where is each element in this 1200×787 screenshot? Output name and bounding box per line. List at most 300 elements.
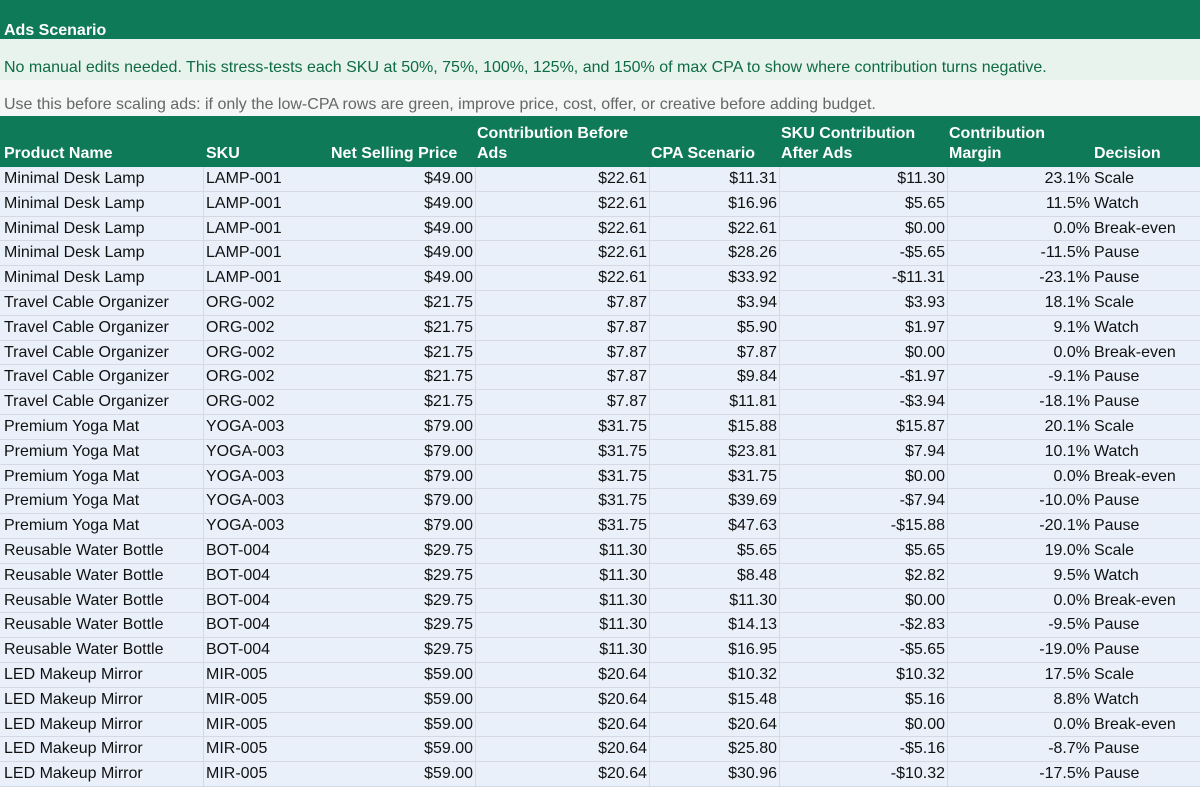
contribution-before-ads-cell[interactable]: $31.75 xyxy=(598,467,647,485)
column-divider xyxy=(203,713,204,737)
table-row[interactable] xyxy=(0,514,1200,539)
contribution-before-ads-cell[interactable]: $11.30 xyxy=(599,566,647,584)
net-selling-price-cell[interactable]: $49.00 xyxy=(424,269,473,287)
contribution-margin-cell[interactable]: 20.1% xyxy=(1044,417,1090,435)
contribution-margin-cell[interactable]: -19.0% xyxy=(1039,641,1090,659)
column-divider xyxy=(203,688,204,712)
decision-cell[interactable]: Pause xyxy=(1094,765,1140,783)
sku-contribution-cell[interactable]: $7.94 xyxy=(904,442,945,460)
decision-cell[interactable]: Scale xyxy=(1094,293,1135,311)
decision-cell[interactable]: Break-even xyxy=(1094,591,1176,609)
column-divider xyxy=(947,539,948,563)
product-name-cell[interactable]: Reusable Water Bottle xyxy=(4,616,164,634)
column-divider xyxy=(779,564,780,588)
table-row[interactable] xyxy=(0,241,1200,266)
column-divider xyxy=(203,241,204,265)
sku-cell[interactable]: ORG-002 xyxy=(206,343,275,361)
sku-cell[interactable]: ORG-002 xyxy=(206,368,275,386)
table-row[interactable] xyxy=(0,688,1200,713)
net-selling-price-cell[interactable]: $29.75 xyxy=(424,566,473,584)
product-name-cell[interactable]: Minimal Desk Lamp xyxy=(4,194,145,212)
product-name-cell[interactable]: Reusable Water Bottle xyxy=(4,591,164,609)
decision-cell[interactable]: Watch xyxy=(1094,318,1139,336)
column-divider xyxy=(475,291,476,315)
column-divider xyxy=(649,241,650,265)
contribution-before-ads-cell[interactable]: $11.30 xyxy=(599,541,647,559)
cpa-scenario-cell[interactable]: $30.96 xyxy=(728,765,777,783)
column-divider xyxy=(649,440,650,464)
net-selling-price-cell[interactable]: $21.75 xyxy=(424,293,473,311)
sku-contribution-cell[interactable]: $5.65 xyxy=(904,541,945,559)
column-divider xyxy=(475,266,476,290)
cpa-scenario-cell[interactable]: $10.32 xyxy=(728,665,777,683)
sku-contribution-cell[interactable]: $3.93 xyxy=(904,293,945,311)
contribution-margin-cell[interactable]: 9.1% xyxy=(1053,318,1090,336)
contribution-before-ads-cell[interactable]: $11.30 xyxy=(599,616,647,634)
decision-cell[interactable]: Watch xyxy=(1094,442,1139,460)
contribution-margin-cell[interactable]: 8.8% xyxy=(1053,690,1090,708)
column-divider xyxy=(649,390,650,414)
column-divider xyxy=(203,217,204,241)
header-sku[interactable]: SKU xyxy=(206,145,240,162)
table-row[interactable] xyxy=(0,266,1200,291)
sku-contribution-cell[interactable]: $15.87 xyxy=(896,417,945,435)
sku-contribution-cell[interactable]: $2.82 xyxy=(904,566,945,584)
contribution-before-ads-cell[interactable]: $22.61 xyxy=(598,219,647,237)
sku-cell[interactable]: ORG-002 xyxy=(206,318,275,336)
net-selling-price-cell[interactable]: $59.00 xyxy=(424,715,473,733)
column-divider xyxy=(203,539,204,563)
cpa-scenario-cell[interactable]: $16.95 xyxy=(728,641,777,659)
sku-cell[interactable]: YOGA-003 xyxy=(206,467,285,485)
cpa-scenario-cell[interactable]: $9.84 xyxy=(736,368,777,386)
cpa-scenario-cell[interactable]: $14.13 xyxy=(728,616,777,634)
column-divider xyxy=(779,589,780,613)
product-name-cell[interactable]: Travel Cable Organizer xyxy=(4,343,169,361)
contribution-margin-cell[interactable]: -9.1% xyxy=(1048,368,1090,386)
cpa-scenario-cell[interactable]: $11.81 xyxy=(729,393,777,411)
net-selling-price-cell[interactable]: $49.00 xyxy=(424,194,473,212)
sku-cell[interactable]: LAMP-001 xyxy=(206,219,282,237)
sku-cell[interactable]: BOT-004 xyxy=(206,616,271,634)
sku-cell[interactable]: BOT-004 xyxy=(206,641,271,659)
decision-cell[interactable]: Scale xyxy=(1094,170,1135,187)
decision-cell[interactable]: Pause xyxy=(1094,517,1140,535)
net-selling-price-cell[interactable]: $21.75 xyxy=(424,343,473,361)
net-selling-price-cell[interactable]: $49.00 xyxy=(424,244,473,262)
sku-contribution-cell[interactable]: $0.00 xyxy=(904,715,945,733)
cpa-scenario-cell[interactable]: $47.63 xyxy=(728,517,777,535)
column-divider xyxy=(475,613,476,637)
contribution-before-ads-cell[interactable]: $11.30 xyxy=(599,641,647,659)
net-selling-price-cell[interactable]: $59.00 xyxy=(424,740,473,758)
contribution-margin-cell[interactable]: 9.5% xyxy=(1053,566,1090,584)
header-contribution-margin-line1[interactable]: Contribution xyxy=(949,125,1045,142)
net-selling-price-cell[interactable]: $29.75 xyxy=(424,541,473,559)
column-divider xyxy=(475,365,476,389)
column-divider xyxy=(203,192,204,216)
column-divider xyxy=(779,341,780,365)
net-selling-price-cell[interactable]: $79.00 xyxy=(424,492,473,510)
column-divider xyxy=(779,737,780,761)
column-divider xyxy=(203,365,204,389)
sku-contribution-cell[interactable]: $0.00 xyxy=(904,343,945,361)
product-name-cell[interactable]: Minimal Desk Lamp xyxy=(4,170,145,187)
column-divider xyxy=(779,266,780,290)
table-row[interactable] xyxy=(0,589,1200,614)
column-divider xyxy=(203,167,204,191)
column-divider xyxy=(947,365,948,389)
table-row[interactable] xyxy=(0,390,1200,415)
sku-cell[interactable]: YOGA-003 xyxy=(206,417,285,435)
net-selling-price-cell[interactable]: $59.00 xyxy=(424,765,473,783)
header-product-name[interactable]: Product Name xyxy=(4,145,113,162)
cpa-scenario-cell[interactable]: $11.31 xyxy=(729,170,777,187)
column-divider xyxy=(947,390,948,414)
contribution-margin-cell[interactable]: -10.0% xyxy=(1039,492,1090,510)
net-selling-price-cell[interactable]: $21.75 xyxy=(424,368,473,386)
contribution-margin-cell[interactable]: -8.7% xyxy=(1048,740,1090,758)
contribution-before-ads-cell[interactable]: $31.75 xyxy=(598,517,647,535)
product-name-cell[interactable]: Minimal Desk Lamp xyxy=(4,269,145,287)
column-divider xyxy=(947,341,948,365)
sku-cell[interactable]: YOGA-003 xyxy=(206,492,285,510)
net-selling-price-cell[interactable]: $59.00 xyxy=(424,690,473,708)
sku-contribution-cell[interactable]: $0.00 xyxy=(904,467,945,485)
column-divider xyxy=(203,415,204,439)
sku-cell[interactable]: MIR-005 xyxy=(206,690,268,708)
column-divider xyxy=(649,365,650,389)
cpa-scenario-cell[interactable]: $15.48 xyxy=(728,690,777,708)
decision-cell[interactable]: Watch xyxy=(1094,690,1139,708)
product-name-cell[interactable]: LED Makeup Mirror xyxy=(4,765,143,783)
contribution-before-ads-cell[interactable]: $20.64 xyxy=(598,765,647,783)
column-divider xyxy=(649,266,650,290)
cpa-scenario-cell[interactable]: $5.90 xyxy=(736,318,777,336)
sku-contribution-cell[interactable]: -$10.32 xyxy=(890,765,945,783)
sku-cell[interactable]: BOT-004 xyxy=(206,591,271,609)
header-contribution-margin-line2[interactable]: Margin xyxy=(949,145,1002,162)
column-divider xyxy=(475,440,476,464)
column-divider xyxy=(203,390,204,414)
contribution-before-ads-cell[interactable]: $22.61 xyxy=(598,269,647,287)
decision-cell[interactable]: Scale xyxy=(1094,665,1135,683)
product-name-cell[interactable]: Travel Cable Organizer xyxy=(4,293,169,311)
sku-cell[interactable]: ORG-002 xyxy=(206,293,275,311)
header-contribution-before-ads-line2[interactable]: Ads xyxy=(477,145,508,162)
product-name-cell[interactable]: Premium Yoga Mat xyxy=(4,517,140,535)
sku-contribution-cell[interactable]: -$11.31 xyxy=(891,269,945,287)
contribution-margin-cell[interactable]: -20.1% xyxy=(1039,517,1090,535)
net-selling-price-cell[interactable]: $79.00 xyxy=(424,442,473,460)
net-selling-price-cell[interactable]: $29.75 xyxy=(424,591,473,609)
table-row[interactable] xyxy=(0,316,1200,341)
table-row[interactable] xyxy=(0,192,1200,217)
net-selling-price-cell[interactable]: $79.00 xyxy=(424,517,473,535)
decision-cell[interactable]: Pause xyxy=(1094,244,1140,262)
sku-cell[interactable]: BOT-004 xyxy=(206,566,271,584)
sku-cell[interactable]: ORG-002 xyxy=(206,393,275,411)
decision-cell[interactable]: Pause xyxy=(1094,492,1140,510)
column-divider xyxy=(947,663,948,687)
net-selling-price-cell[interactable]: $49.00 xyxy=(424,219,473,237)
column-divider xyxy=(203,663,204,687)
contribution-margin-cell[interactable]: 10.1% xyxy=(1044,442,1090,460)
contribution-before-ads-cell[interactable]: $7.87 xyxy=(606,393,647,411)
table-row[interactable] xyxy=(0,465,1200,490)
column-divider xyxy=(203,638,204,662)
net-selling-price-cell[interactable]: $79.00 xyxy=(424,467,473,485)
table-row[interactable] xyxy=(0,737,1200,762)
sku-contribution-cell[interactable]: -$5.16 xyxy=(899,740,945,758)
sku-cell[interactable]: MIR-005 xyxy=(206,715,268,733)
table-row[interactable] xyxy=(0,638,1200,663)
product-name-cell[interactable]: Premium Yoga Mat xyxy=(4,417,140,435)
table-row[interactable] xyxy=(0,489,1200,514)
net-selling-price-cell[interactable]: $59.00 xyxy=(424,665,473,683)
sku-contribution-cell[interactable]: $0.00 xyxy=(904,219,945,237)
sku-cell[interactable]: BOT-004 xyxy=(206,541,271,559)
table-row[interactable] xyxy=(0,663,1200,688)
contribution-before-ads-cell[interactable]: $11.30 xyxy=(599,591,647,609)
product-name-cell[interactable]: Reusable Water Bottle xyxy=(4,541,164,559)
contribution-before-ads-cell[interactable]: $7.87 xyxy=(606,318,647,336)
product-name-cell[interactable]: LED Makeup Mirror xyxy=(4,715,143,733)
contribution-before-ads-cell[interactable]: $31.75 xyxy=(598,417,647,435)
contribution-margin-cell[interactable]: 0.0% xyxy=(1053,219,1090,237)
table-row[interactable] xyxy=(0,564,1200,589)
sku-contribution-cell[interactable]: -$7.94 xyxy=(899,492,945,510)
product-name-cell[interactable]: Travel Cable Organizer xyxy=(4,318,169,336)
column-divider xyxy=(649,663,650,687)
contribution-margin-cell[interactable]: 0.0% xyxy=(1053,467,1090,485)
contribution-before-ads-cell[interactable]: $7.87 xyxy=(606,293,647,311)
cpa-scenario-cell[interactable]: $16.96 xyxy=(728,194,777,212)
cpa-scenario-cell[interactable]: $23.81 xyxy=(728,442,777,460)
cpa-scenario-cell[interactable]: $20.64 xyxy=(728,715,777,733)
decision-cell[interactable]: Watch xyxy=(1094,566,1139,584)
sku-cell[interactable]: LAMP-001 xyxy=(206,170,282,187)
sku-cell[interactable]: YOGA-003 xyxy=(206,517,285,535)
contribution-margin-cell[interactable]: -23.1% xyxy=(1039,269,1090,287)
product-name-cell[interactable]: Premium Yoga Mat xyxy=(4,492,140,510)
decision-cell[interactable]: Pause xyxy=(1094,368,1140,386)
contribution-before-ads-cell[interactable]: $7.87 xyxy=(606,343,647,361)
contribution-margin-cell[interactable]: 0.0% xyxy=(1053,591,1090,609)
product-name-cell[interactable]: Minimal Desk Lamp xyxy=(4,244,145,262)
cpa-scenario-cell[interactable]: $33.92 xyxy=(728,269,777,287)
contribution-margin-cell[interactable]: 18.1% xyxy=(1044,293,1090,311)
sku-contribution-cell[interactable]: -$2.83 xyxy=(899,616,945,634)
decision-cell[interactable]: Pause xyxy=(1094,269,1140,287)
table-row[interactable] xyxy=(0,613,1200,638)
decision-cell[interactable]: Break-even xyxy=(1094,715,1176,733)
contribution-before-ads-cell[interactable]: $20.64 xyxy=(598,740,647,758)
cpa-scenario-cell[interactable]: $3.94 xyxy=(736,293,777,311)
column-divider xyxy=(649,217,650,241)
contribution-before-ads-cell[interactable]: $22.61 xyxy=(598,194,647,212)
secondary-note-row[interactable] xyxy=(0,88,1200,116)
decision-cell[interactable]: Pause xyxy=(1094,641,1140,659)
contribution-margin-cell[interactable]: -9.5% xyxy=(1048,616,1090,634)
cpa-scenario-cell[interactable]: $7.87 xyxy=(736,343,777,361)
column-divider xyxy=(649,539,650,563)
sku-contribution-cell[interactable]: -$3.94 xyxy=(899,393,945,411)
header-sku-contribution-line1[interactable]: SKU Contribution xyxy=(781,125,916,142)
column-divider xyxy=(779,440,780,464)
decision-cell[interactable]: Break-even xyxy=(1094,343,1176,361)
product-name-cell[interactable]: LED Makeup Mirror xyxy=(4,665,143,683)
sku-contribution-cell[interactable]: $1.97 xyxy=(904,318,945,336)
table-row[interactable] xyxy=(0,167,1200,192)
contribution-margin-cell[interactable]: 11.5% xyxy=(1045,194,1090,212)
sku-cell[interactable]: MIR-005 xyxy=(206,665,268,683)
column-divider xyxy=(649,737,650,761)
column-divider xyxy=(203,589,204,613)
header-cpa-scenario[interactable]: CPA Scenario xyxy=(651,145,756,162)
column-divider xyxy=(779,390,780,414)
column-divider xyxy=(475,564,476,588)
primary-note: No manual edits needed. This stress-tests each SKU at 50%, 75%, 100%, 125%, and 150% of max CPA to show where contribution turns negative. xyxy=(4,59,1047,76)
column-divider xyxy=(203,737,204,761)
net-selling-price-cell[interactable]: $49.00 xyxy=(424,170,473,187)
sku-contribution-cell[interactable]: $0.00 xyxy=(904,591,945,609)
product-name-cell[interactable]: LED Makeup Mirror xyxy=(4,740,143,758)
sku-cell[interactable]: LAMP-001 xyxy=(206,269,282,287)
net-selling-price-cell[interactable]: $79.00 xyxy=(424,417,473,435)
table-row[interactable] xyxy=(0,539,1200,564)
net-selling-price-cell[interactable]: $29.75 xyxy=(424,616,473,634)
contribution-before-ads-cell[interactable]: $31.75 xyxy=(598,492,647,510)
table-row[interactable] xyxy=(0,713,1200,738)
decision-cell[interactable]: Pause xyxy=(1094,616,1140,634)
header-net-selling-price[interactable]: Net Selling Price xyxy=(331,145,458,162)
decision-cell[interactable]: Pause xyxy=(1094,393,1140,411)
decision-cell[interactable]: Scale xyxy=(1094,541,1135,559)
cpa-scenario-cell[interactable]: $31.75 xyxy=(728,467,777,485)
column-divider xyxy=(779,514,780,538)
column-divider xyxy=(203,341,204,365)
sku-contribution-cell[interactable]: -$5.65 xyxy=(899,244,945,262)
contribution-before-ads-cell[interactable]: $7.87 xyxy=(606,368,647,386)
sku-cell[interactable]: MIR-005 xyxy=(206,765,268,783)
decision-cell[interactable]: Break-even xyxy=(1094,467,1176,485)
decision-cell[interactable]: Watch xyxy=(1094,194,1139,212)
sku-cell[interactable]: LAMP-001 xyxy=(206,244,282,262)
column-divider xyxy=(649,192,650,216)
net-selling-price-cell[interactable]: $21.75 xyxy=(424,393,473,411)
column-divider xyxy=(475,316,476,340)
column-divider xyxy=(947,192,948,216)
column-divider xyxy=(947,688,948,712)
contribution-before-ads-cell[interactable]: $31.75 xyxy=(598,442,647,460)
contribution-before-ads-cell[interactable]: $22.61 xyxy=(598,170,647,187)
product-name-cell[interactable]: LED Makeup Mirror xyxy=(4,690,143,708)
contribution-margin-cell[interactable]: 19.0% xyxy=(1044,541,1090,559)
column-divider xyxy=(649,415,650,439)
product-name-cell[interactable]: Premium Yoga Mat xyxy=(4,467,140,485)
column-divider xyxy=(649,341,650,365)
sku-cell[interactable]: LAMP-001 xyxy=(206,194,282,212)
contribution-before-ads-cell[interactable]: $20.64 xyxy=(598,690,647,708)
column-divider xyxy=(649,489,650,513)
table-row[interactable] xyxy=(0,762,1200,787)
table-row[interactable] xyxy=(0,415,1200,440)
table-row[interactable] xyxy=(0,341,1200,366)
cpa-scenario-cell[interactable]: $22.61 xyxy=(728,219,777,237)
contribution-margin-cell[interactable]: 17.5% xyxy=(1044,665,1090,683)
decision-cell[interactable]: Break-even xyxy=(1094,219,1176,237)
header-sku-contribution-line2[interactable]: After Ads xyxy=(781,145,853,162)
contribution-before-ads-cell[interactable]: $20.64 xyxy=(598,715,647,733)
contribution-before-ads-cell[interactable]: $22.61 xyxy=(598,244,647,262)
contribution-margin-cell[interactable]: -17.5% xyxy=(1039,765,1090,783)
net-selling-price-cell[interactable]: $21.75 xyxy=(424,318,473,336)
cpa-scenario-cell[interactable]: $39.69 xyxy=(728,492,777,510)
sku-contribution-cell[interactable]: $5.65 xyxy=(904,194,945,212)
table-row[interactable] xyxy=(0,365,1200,390)
decision-cell[interactable]: Pause xyxy=(1094,740,1140,758)
contribution-margin-cell[interactable]: -11.5% xyxy=(1040,244,1090,262)
table-row[interactable] xyxy=(0,217,1200,242)
contribution-margin-cell[interactable]: 23.1% xyxy=(1044,170,1090,187)
net-selling-price-cell[interactable]: $29.75 xyxy=(424,641,473,659)
table-row[interactable] xyxy=(0,291,1200,316)
sku-contribution-cell[interactable]: $11.30 xyxy=(897,170,945,187)
product-name-cell[interactable]: Travel Cable Organizer xyxy=(4,368,169,386)
cpa-scenario-cell[interactable]: $15.88 xyxy=(728,417,777,435)
sku-cell[interactable]: MIR-005 xyxy=(206,740,268,758)
column-divider xyxy=(947,415,948,439)
sku-contribution-cell[interactable]: $5.16 xyxy=(904,690,945,708)
column-divider xyxy=(203,291,204,315)
product-name-cell[interactable]: Reusable Water Bottle xyxy=(4,641,164,659)
table-row[interactable] xyxy=(0,440,1200,465)
column-divider xyxy=(475,589,476,613)
decision-cell[interactable]: Scale xyxy=(1094,417,1135,435)
cpa-scenario-cell[interactable]: $5.65 xyxy=(736,541,777,559)
column-divider xyxy=(779,762,780,786)
column-divider xyxy=(475,762,476,786)
sku-cell[interactable]: YOGA-003 xyxy=(206,442,285,460)
cpa-scenario-cell[interactable]: $25.80 xyxy=(728,740,777,758)
sku-contribution-cell[interactable]: -$15.88 xyxy=(890,517,945,535)
sku-contribution-cell[interactable]: -$5.65 xyxy=(899,641,945,659)
column-divider xyxy=(475,514,476,538)
sku-contribution-cell[interactable]: -$1.97 xyxy=(899,368,945,386)
header-contribution-before-ads-line1[interactable]: Contribution Before xyxy=(477,125,629,142)
product-name-cell[interactable]: Reusable Water Bottle xyxy=(4,566,164,584)
contribution-margin-cell[interactable]: 0.0% xyxy=(1053,715,1090,733)
contribution-margin-cell[interactable]: 0.0% xyxy=(1053,343,1090,361)
product-name-cell[interactable]: Premium Yoga Mat xyxy=(4,442,140,460)
column-divider xyxy=(203,564,204,588)
column-divider xyxy=(475,465,476,489)
header-decision[interactable]: Decision xyxy=(1094,145,1161,162)
column-divider xyxy=(779,613,780,637)
contribution-before-ads-cell[interactable]: $20.64 xyxy=(598,665,647,683)
column-divider xyxy=(649,613,650,637)
column-divider xyxy=(947,266,948,290)
cpa-scenario-cell[interactable]: $11.30 xyxy=(729,591,777,609)
product-name-cell[interactable]: Travel Cable Organizer xyxy=(4,393,169,411)
cpa-scenario-cell[interactable]: $28.26 xyxy=(728,244,777,262)
contribution-margin-cell[interactable]: -18.1% xyxy=(1039,393,1090,411)
product-name-cell[interactable]: Minimal Desk Lamp xyxy=(4,219,145,237)
cpa-scenario-cell[interactable]: $8.48 xyxy=(736,566,777,584)
sku-contribution-cell[interactable]: $10.32 xyxy=(896,665,945,683)
primary-note-row[interactable] xyxy=(0,57,1200,80)
